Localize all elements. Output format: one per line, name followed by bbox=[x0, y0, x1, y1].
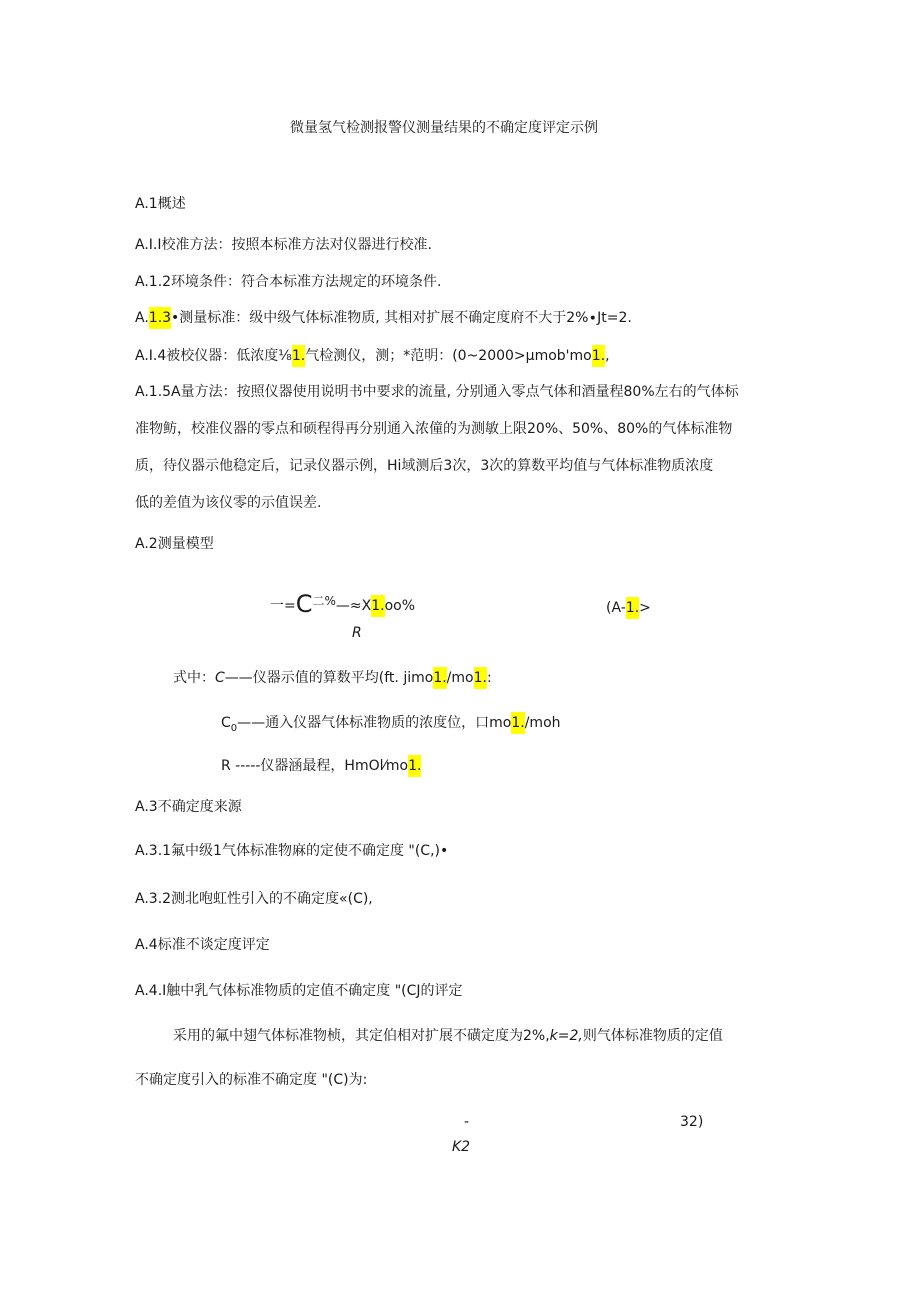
highlight-mark: 1. bbox=[626, 597, 639, 619]
text-span: 采用的氟中翅气体标准物桢，其定伯相对扩展不磺定度为2%, bbox=[173, 1028, 550, 1044]
text-span: , bbox=[605, 348, 610, 364]
text-span: ——通入仪器气体标准物质的浓度位，口mo bbox=[237, 715, 512, 731]
highlight-mark: 1.3 bbox=[149, 307, 171, 329]
text-span: 则气体标准物质的定值 bbox=[582, 1028, 723, 1044]
text-span: R -----仪器涵最程，HmOl⁄mo bbox=[221, 758, 409, 774]
where-c0-line bbox=[221, 713, 561, 739]
a1-3-paragraph bbox=[135, 308, 632, 328]
section-a3-heading: A.3不确定度来源 bbox=[135, 799, 242, 815]
text-span: /mo bbox=[446, 670, 474, 686]
text-span: : bbox=[486, 670, 492, 686]
a1-5-line-1: A.1.5A量方法：按照仪器使用说明书中要求的流量, 分别通入零点气体和酒量程80%左右的气体标 bbox=[135, 384, 739, 400]
section-a2-heading: A.2测量模型 bbox=[135, 536, 214, 552]
equation-number bbox=[606, 598, 651, 618]
variable-c0: C bbox=[221, 715, 231, 731]
formula-denominator-k2: K2 bbox=[452, 1139, 471, 1155]
formula-part: 二% bbox=[312, 594, 336, 608]
a1-1-paragraph: A.I.I校准方法：按照本标准方法对仪器进行校准. bbox=[135, 237, 432, 253]
a4-body-line-1 bbox=[173, 1026, 723, 1046]
formula-part: oo% bbox=[384, 598, 416, 614]
text-span: (A- bbox=[606, 600, 626, 616]
a1-5-line-3: 质，待仪器示他稳定后，记录仪器示例，Hi域测后3次，3次的算数平均值与气体标准物质浓度 bbox=[135, 458, 714, 474]
highlight-mark: 1. bbox=[433, 667, 446, 689]
variable-c: C bbox=[215, 670, 225, 686]
document-title: 微量氢气检测报警仪测量结果的不确定度评定示例 bbox=[290, 120, 598, 136]
a1-5-line-4: 低的差值为该仪零的示值误差. bbox=[135, 495, 322, 511]
text-span: ——仪器示值的算数平均(ft. jimo bbox=[224, 670, 434, 686]
formula-part: —≈X bbox=[335, 598, 372, 614]
formula-fraction-dash: - bbox=[464, 1114, 470, 1130]
a4-1-paragraph: A.4.I触中乳气体标准物质的定值不确定度 "(CJ的评定 bbox=[135, 983, 463, 999]
highlight-mark: 1. bbox=[511, 712, 524, 734]
section-a1-heading: A.1概述 bbox=[135, 196, 186, 212]
formula-symbol-c: C bbox=[295, 590, 313, 618]
highlight-mark: 1. bbox=[592, 345, 605, 367]
highlight-mark: 1. bbox=[292, 345, 305, 367]
highlight-mark: 1. bbox=[474, 667, 487, 689]
section-a4-heading: A.4标准不谈定度评定 bbox=[135, 937, 270, 953]
variable-k: k=2, bbox=[549, 1028, 583, 1044]
text-span: 式中： bbox=[173, 670, 215, 686]
text-span: •测量标准：级中级气体标准物质, 其相对扩展不确定度府不大于2%∙Jt=2. bbox=[171, 310, 632, 326]
subscript-zero: 0 bbox=[230, 722, 238, 734]
a3-2-paragraph: A.3.2测北咆虹性引入的不确定度«(C), bbox=[135, 891, 373, 907]
text-span: A. bbox=[135, 310, 149, 326]
a1-4-paragraph bbox=[135, 346, 610, 366]
where-c-line bbox=[173, 668, 492, 688]
equation-number-2: 32) bbox=[680, 1114, 704, 1130]
text-span: > bbox=[639, 600, 651, 616]
highlight-mark: 1. bbox=[371, 595, 384, 617]
text-span: /moh bbox=[524, 715, 561, 731]
text-span: 气检测仪，测；*范明：(0~2000>μmob'mo bbox=[305, 348, 592, 364]
a1-2-paragraph: A.1.2环境条件：符合本标准方法规定的环境条件. bbox=[135, 274, 442, 290]
measurement-model-formula bbox=[270, 592, 415, 616]
where-r-line bbox=[221, 756, 421, 776]
highlight-mark: 1. bbox=[408, 755, 421, 777]
text-span: A.I.4被校仪器：低浓度⅛ bbox=[135, 348, 292, 364]
formula-denominator: R bbox=[352, 625, 362, 641]
a3-1-paragraph: A.3.1氟中级1气体标准物麻的定使不确定度 "(C,)• bbox=[135, 843, 449, 859]
formula-part: 一= bbox=[270, 598, 296, 614]
a4-body-line-2: 不确定度引入的标准不确定度 "(C)为: bbox=[135, 1072, 368, 1088]
a1-5-line-2: 准物鲂，校准仪器的零点和硕程得再分别通入浓僮的为测敏上限20%、50%、80%的气体标准物 bbox=[135, 421, 733, 437]
